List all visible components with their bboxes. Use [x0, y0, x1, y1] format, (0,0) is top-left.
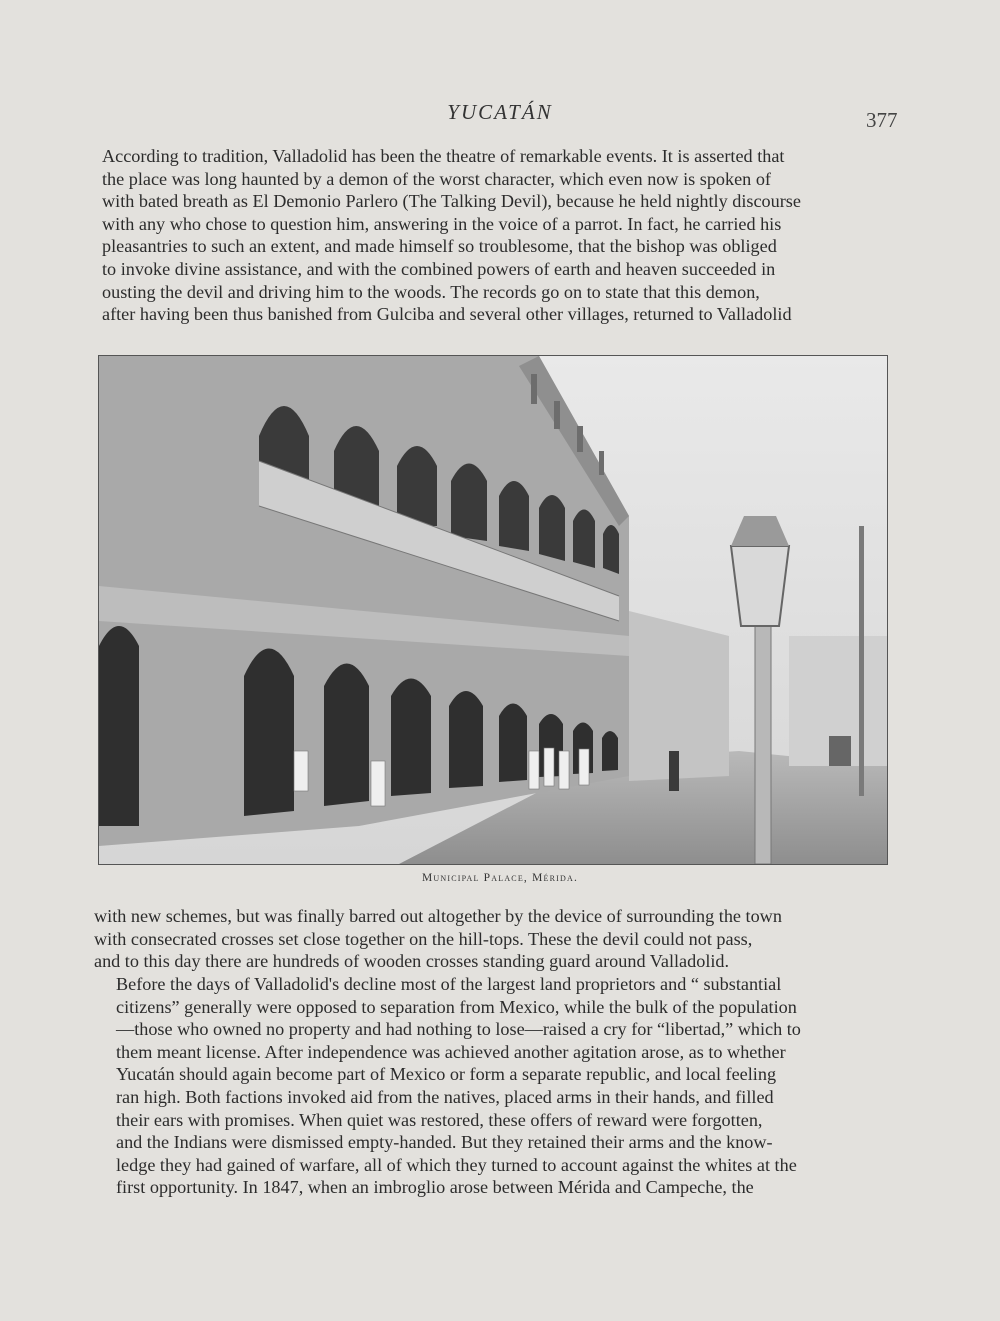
- figure-caption: Municipal Palace, Mérida.: [421, 872, 579, 884]
- text-line: Before the days of Valladolid's decline most of the largest land proprietors and “ substantial: [116, 974, 782, 994]
- text-line: to invoke divine assistance, and with the combined powers of earth and heaven succeeded in: [102, 258, 776, 279]
- text-line: pleasantries to such an extent, and made himself so troublesome, that the bishop was obliged: [102, 236, 777, 257]
- text-line: ran high. Both factions invoked aid from the natives, placed arms in their hands, and filled: [116, 1086, 774, 1107]
- text-line: ousting the devil and driving him to the woods. The records go on to state that this demon,: [102, 281, 760, 302]
- text-line: —those who owned no property and had nothing to lose—raised a cry for “libertad,” which to: [116, 1019, 801, 1040]
- text-line: their ears with promises. When quiet was restored, these offers of reward were forgotten,: [116, 1109, 763, 1130]
- text-line: with consecrated crosses set close together on the hill-tops. These the devil could not pass,: [94, 928, 753, 949]
- text-line: with bated breath as El Demonio Parlero (The Talking Devil), because he held nightly discourse: [102, 191, 801, 212]
- paragraph-2: [94, 905, 886, 973]
- page-number: 377: [866, 108, 898, 132]
- text-line: them meant license. After independence was achieved another agitation arose, as to whether: [116, 1041, 786, 1062]
- photo-illustration: [99, 356, 887, 864]
- text-line: and to this day there are hundreds of wooden crosses standing guard around Valladolid.: [94, 951, 730, 972]
- paragraph-1: [102, 145, 898, 326]
- text-line: According to tradition, Valladolid has been the theatre of remarkable events. It is asserted that: [102, 146, 785, 166]
- text-line: ledge they had gained of warfare, all of which they turned to account against the whites at the: [116, 1154, 797, 1175]
- paragraph-3: [94, 973, 886, 1199]
- text-line: citizens” generally were opposed to separation from Mexico, while the bulk of the population: [116, 996, 797, 1017]
- text-line: the place was long haunted by a demon of the worst character, which even now is spoken of: [102, 168, 771, 189]
- text-line: with new schemes, but was finally barred out altogether by the device of surrounding the town: [94, 906, 782, 926]
- text-line: after having been thus banished from Gulciba and several other villages, returned to Valladolid: [102, 304, 792, 325]
- text-line: first opportunity. In 1847, when an imbroglio arose between Mérida and Campeche, the: [116, 1177, 754, 1198]
- text-line: and the Indians were dismissed empty-handed. But they retained their arms and the know-: [116, 1132, 773, 1153]
- text-line: with any who chose to question him, answering in the voice of a parrot. In fact, he carried his: [102, 213, 782, 234]
- municipal-palace-photograph: [98, 355, 888, 865]
- running-title: YUCATÁN: [447, 100, 553, 124]
- text-line: Yucatán should again become part of Mexico or form a separate republic, and local feeling: [116, 1064, 777, 1085]
